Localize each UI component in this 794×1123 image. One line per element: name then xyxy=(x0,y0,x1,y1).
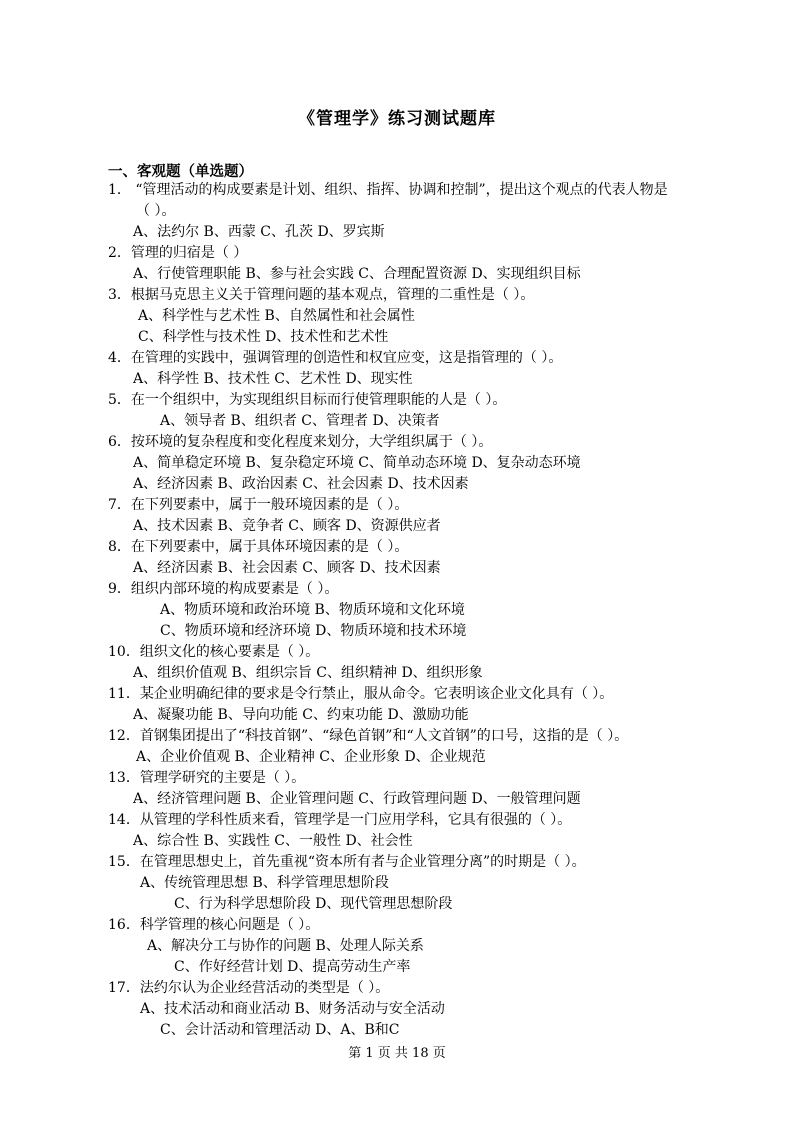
question-10-options: A、组织价值观 B、组织宗旨 C、组织精神 D、组织形象 xyxy=(133,665,483,681)
question-13-stem: 13．管理学研究的主要是（ ）。 xyxy=(108,770,306,786)
question-13-options: A、经济管理问题 B、企业管理问题 C、行政管理问题 D、一般管理问题 xyxy=(133,791,581,807)
question-9-options-row2: C、物质环境和经济环境 D、物质环境和技术环境 xyxy=(160,623,467,639)
question-2-options: A、行使管理职能 B、参与社会实践 C、合理配置资源 D、实现组织目标 xyxy=(133,266,581,282)
question-15-stem: 15．在管理思想史上，首先重视“资本所有者与企业管理分离”的时期是（ ）。 xyxy=(108,854,586,870)
document-title: 《管理学》练习测试题库 xyxy=(298,109,496,129)
question-3-stem: 3．根据马克思主义关于管理问题的基本观点，管理的二重性是（ ）。 xyxy=(108,287,535,303)
question-17-options-row2: C、会计活动和管理活动 D、A、B和C xyxy=(160,1022,400,1038)
question-12-stem: 12．首钢集团提出了“科技首钢”、“绿色首钢”和“人文首钢”的口号，这指的是（ ）。 xyxy=(108,728,629,744)
question-2-stem: 2．管理的归宿是（ ） xyxy=(108,245,248,261)
question-17-stem: 17．法约尔认为企业经营活动的类型是（ ）。 xyxy=(108,980,390,996)
question-12-options: A、企业价值观 B、企业精神 C、企业形象 D、企业规范 xyxy=(136,749,486,765)
question-14-options: A、综合性 B、实践性 C、一般性 D、社会性 xyxy=(133,833,413,849)
question-9-stem: 9．组织内部环境的构成要素是（ ）。 xyxy=(108,581,339,597)
page-footer: 第 1 页 共 18 页 xyxy=(348,1046,446,1061)
question-4-options: A、科学性 B、技术性 C、艺术性 D、现实性 xyxy=(133,371,413,387)
section-heading: 一、客观题（单选题） xyxy=(108,163,253,180)
question-8-options: A、经济因素 B、社会因素 C、顾客 D、技术因素 xyxy=(133,560,441,576)
question-6-options: A、简单稳定环境 B、复杂稳定环境 C、简单动态环境 D、复杂动态环境 xyxy=(133,455,581,471)
question-1-options: A、法约尔 B、西蒙 C、孔茨 D、罗宾斯 xyxy=(133,224,385,240)
question-15-options-row2: C、行为科学思想阶段 D、现代管理思想阶段 xyxy=(174,896,453,912)
question-1-stem: 1． “管理活动的构成要素是计划、组织、指挥、协调和控制”，提出这个观点的代表人物是 xyxy=(108,182,668,198)
question-10-stem: 10．组织文化的核心要素是（ ）。 xyxy=(108,644,320,660)
question-5-options: A、领导者 B、组织者 C、管理者 D、决策者 xyxy=(160,413,440,429)
question-1-stem-cont: （ ）。 xyxy=(136,203,176,219)
question-7-stem: 7．在下列要素中，属于一般环境因素的是（ ）。 xyxy=(108,497,409,513)
question-3-options-row2: C、科学性与技术性 D、技术性和艺术性 xyxy=(138,329,389,345)
question-6-stem: 6．按环境的复杂程度和变化程度来划分，大学组织属于（ ）。 xyxy=(108,434,493,450)
question-16-options-row2: C、作好经营计划 D、提高劳动生产率 xyxy=(174,959,411,975)
question-7-options: A、技术因素 B、竞争者 C、顾客 D、资源供应者 xyxy=(133,518,441,534)
question-14-stem: 14．从管理的学科性质来看，管理学是一门应用学科，它具有很强的（ ）。 xyxy=(108,812,572,828)
question-17-options-row1: A、技术活动和商业活动 B、财务活动与安全活动 xyxy=(140,1001,445,1017)
question-11-options: A、凝聚功能 B、导向功能 C、约束功能 D、激励功能 xyxy=(133,707,469,723)
question-3-options-row1: A、科学性与艺术性 B、自然属性和社会属性 xyxy=(138,308,415,324)
question-8-stem: 8．在下列要素中，属于具体环境因素的是（ ）。 xyxy=(108,539,409,555)
question-5-stem: 5．在一个组织中，为实现组织目标而行使管理职能的人是（ ）。 xyxy=(108,392,507,408)
question-9-options-row1: A、物质环境和政治环境 B、物质环境和文化环境 xyxy=(160,602,465,618)
question-11-stem: 11．某企业明确纪律的要求是令行禁止，服从命令。它表明该企业文化具有（ ）。 xyxy=(108,686,614,702)
question-16-stem: 16．科学管理的核心问题是（ ）。 xyxy=(108,917,320,933)
question-4-stem: 4．在管理的实践中，强调管理的创造性和权宜应变，这是指管理的（ ）。 xyxy=(108,350,563,366)
question-16-options-row1: A、解决分工与协作的问题 B、处理人际关系 xyxy=(147,938,424,954)
question-6-extra-options: A、经济因素 B、政治因素 C、社会因素 D、技术因素 xyxy=(133,476,469,492)
question-15-options-row1: A、传统管理思想 B、科学管理思想阶段 xyxy=(140,875,389,891)
